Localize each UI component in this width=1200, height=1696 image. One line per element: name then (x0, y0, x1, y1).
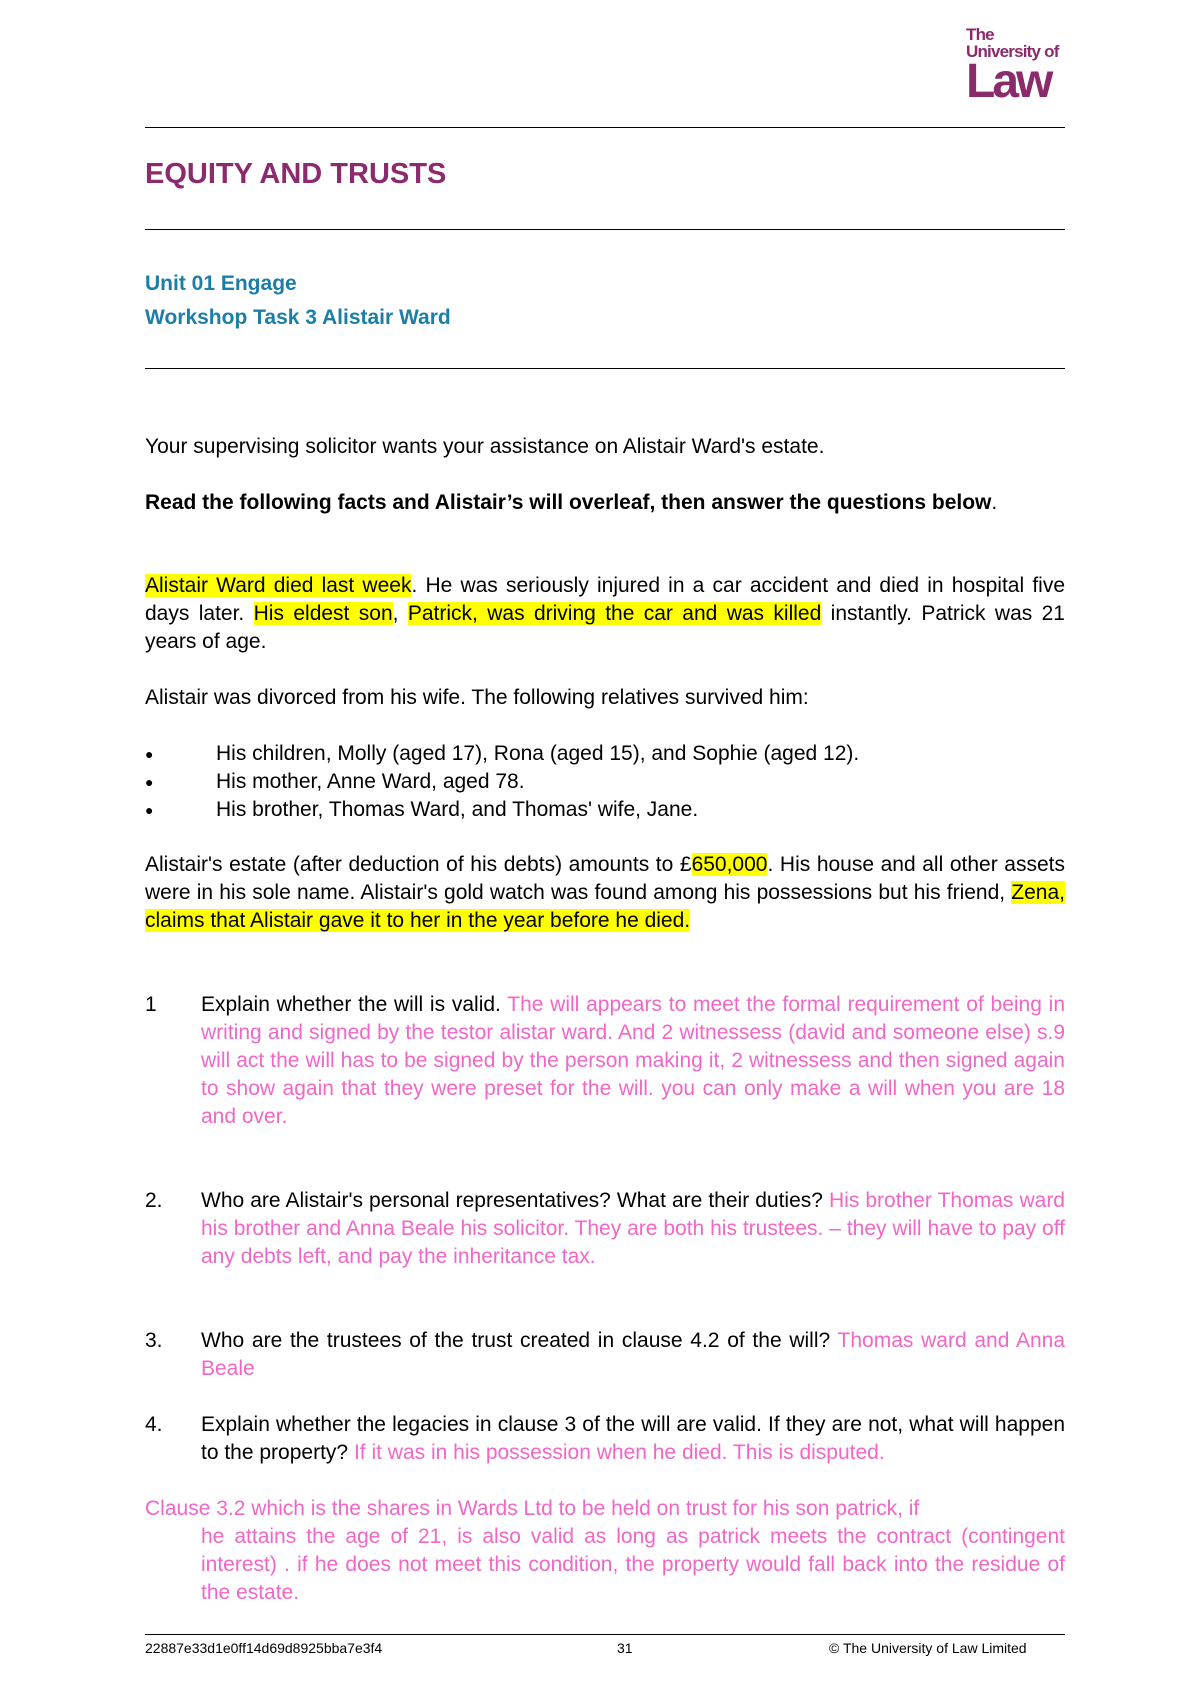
header-rule-middle (145, 229, 1065, 230)
clause-note-body: he attains the age of 21, is also valid as long as patrick meets the contract (contingent interest) . if he does not meet this condition, the property would fall back into the residue of the estate. (201, 1525, 1065, 1604)
instruction-paragraph (145, 489, 1065, 517)
facts1-text-3: instantly. Patrick was 21 years of age. (145, 602, 1065, 653)
clause-note (145, 1495, 1065, 1607)
list-item: ● His mother, Anne Ward, aged 78. (145, 768, 1065, 796)
clause-note-lead: Clause 3.2 which is the shares in Wards Ltd to be held on trust for his son patrick, if (145, 1497, 920, 1520)
document-title: EQUITY AND TRUSTS (145, 158, 447, 190)
question-number: 1 (145, 993, 157, 1016)
question-2 (145, 1187, 1065, 1271)
answer-text: His brother Thomas ward his brother and Anna Beale his solicitor. They are both his trustees. – they will have to pay off any debts left, and pay the inheritance tax. (201, 1189, 1065, 1268)
facts-paragraph-1 (145, 572, 1065, 656)
list-item: ● His children, Molly (aged 17), Rona (aged 15), and Sophie (aged 12). (145, 740, 1065, 768)
question-number: 4. (145, 1413, 163, 1436)
copyright: © The University of Law Limited (829, 1640, 1027, 1656)
question-number: 2. (145, 1189, 163, 1212)
question-4 (145, 1411, 1065, 1467)
relatives-list (145, 740, 1065, 824)
list-item: ● His brother, Thomas Ward, and Thomas' wife, Jane. (145, 796, 1065, 824)
logo-line-3: Law (966, 55, 1051, 108)
facts1-text-2: , (392, 602, 408, 625)
facts3-text-2: . His house and all other assets were in his sole name. Alistair's gold watch was found among his possessions but his friend, (145, 853, 1065, 904)
page-number: 31 (617, 1640, 633, 1656)
question-text: Explain whether the legacies in clause 3 of the will are valid. If they are not, what will happen to the property? (201, 1413, 1065, 1464)
highlight-patrick: Patrick, was driving the car and was killed (407, 602, 822, 625)
highlight-zena-claim: Zena, claims that Alistair gave it to her in the year before he died. (145, 881, 1065, 932)
logo-line-1: The (966, 25, 994, 44)
unit-heading: Unit 01 Engage (145, 272, 297, 295)
header-rule-top (145, 127, 1065, 128)
question-number: 3. (145, 1329, 163, 1352)
facts-paragraph-2: Alistair was divorced from his wife. The following relatives survived him: (145, 686, 809, 709)
question-text: Who are Alistair's personal representatives? What are their duties? (201, 1189, 829, 1212)
facts1-text-1: . He was seriously injured in a car accident and died in hospital five days later. (145, 574, 1065, 625)
logo-line-2: University of (966, 42, 1059, 61)
university-logo (966, 26, 1062, 106)
answer-text: The will appears to meet the formal requirement of being in writing and signed by the testor alistar ward. And 2 witnessess (david and someone else) s.9 will act the will has to be signed by the person making it, 2 witnessess and then signed again to show again that they were preset for the will. you can only make a will when you are 18 and over. (201, 993, 1065, 1128)
highlight-estate-value: 650,000 (691, 853, 768, 876)
instruction-end: . (991, 491, 998, 514)
highlight-died: Alistair Ward died last week (145, 574, 412, 597)
question-text: Explain whether the will is valid. (201, 993, 508, 1016)
answer-text: If it was in his possession when he died. This is disputed. (353, 1441, 885, 1464)
task-heading: Workshop Task 3 Alistair Ward (145, 306, 451, 329)
facts3-text-1: Alistair's estate (after deduction of his debts) amounts to £ (145, 853, 692, 876)
question-3 (145, 1327, 1065, 1383)
document-id: 22887e33d1e0ff14d69d8925bba7e3f4 (145, 1640, 383, 1656)
question-text: Who are the trustees of the trust created in clause 4.2 of the will? (201, 1329, 838, 1352)
question-1 (145, 991, 1065, 1131)
highlight-eldest-son: His eldest son (253, 602, 393, 625)
header-rule-bottom (145, 368, 1065, 369)
instruction-text: Read the following facts and Alistair’s will overleaf, then answer the questions below (145, 491, 992, 514)
answer-text: Thomas ward and Anna Beale (201, 1329, 1065, 1380)
footer-rule (145, 1634, 1065, 1635)
facts-paragraph-3 (145, 851, 1065, 935)
intro-paragraph: Your supervising solicitor wants your assistance on Alistair Ward's estate. (145, 435, 825, 458)
